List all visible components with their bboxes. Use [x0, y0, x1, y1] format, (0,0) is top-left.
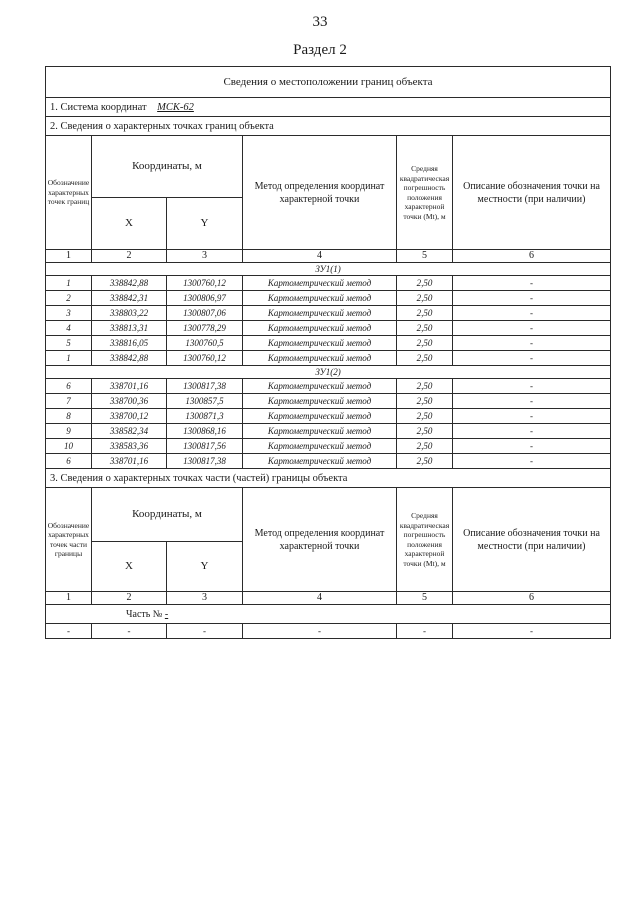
accuracy-cell: 2,50	[397, 409, 453, 424]
method-cell: Картометрический метод	[243, 276, 397, 291]
accuracy-cell: 2,50	[397, 439, 453, 454]
header-designation: Обозначение характерных точек границ	[46, 136, 92, 250]
coord-x-cell: 338816,05	[92, 336, 167, 351]
method-cell: Картометрический метод	[243, 424, 397, 439]
header-x: X	[92, 542, 167, 592]
table-row	[46, 424, 611, 439]
column-number: 1	[46, 592, 92, 605]
coord-y-cell: 1300760,5	[167, 336, 243, 351]
column-number: 3	[167, 592, 243, 605]
section-title: Раздел 2	[293, 42, 347, 58]
coord-y-cell: 1300817,56	[167, 439, 243, 454]
header-coordinates: Координаты, м	[92, 136, 243, 198]
method-cell: Картометрический метод	[243, 306, 397, 321]
description-cell: -	[453, 336, 611, 351]
header-y: Y	[167, 198, 243, 250]
header-method: Метод определения координат характерной точки	[243, 488, 397, 592]
description-cell: -	[453, 351, 611, 366]
column-number: 5	[397, 592, 453, 605]
coord-y-cell: 1300760,12	[167, 351, 243, 366]
contour-label: ЗУ1(1)	[46, 263, 611, 276]
table-row	[46, 351, 611, 366]
boundary-table	[45, 66, 611, 639]
accuracy-cell: 2,50	[397, 336, 453, 351]
column-number: 6	[453, 250, 611, 263]
point-id-cell: 6	[46, 454, 92, 469]
header-accuracy: Средняя квадратическая погрешность положения характерной точки (Mt), м	[397, 136, 453, 250]
point-id-cell: 10	[46, 439, 92, 454]
header-accuracy: Средняя квадратическая погрешность положения характерной точки (Mt), м	[397, 488, 453, 592]
column-number: 5	[397, 250, 453, 263]
description-cell: -	[453, 409, 611, 424]
coord-y-cell: 1300817,38	[167, 379, 243, 394]
accuracy-cell: 2,50	[397, 454, 453, 469]
description-cell: -	[453, 394, 611, 409]
column-number: 2	[92, 592, 167, 605]
contour-label: ЗУ1(2)	[46, 366, 611, 379]
method-cell: Картометрический метод	[243, 351, 397, 366]
method-cell: Картометрический метод	[243, 454, 397, 469]
coord-x-cell: 338842,88	[92, 276, 167, 291]
table-row	[46, 276, 611, 291]
method-cell: Картометрический метод	[243, 409, 397, 424]
table-row	[46, 291, 611, 306]
accuracy-cell: 2,50	[397, 394, 453, 409]
coord-system-row	[46, 98, 611, 117]
header-designation-part: Обозначение характерных точек части границы	[46, 488, 92, 592]
header-y: Y	[167, 542, 243, 592]
method-cell: Картометрический метод	[243, 321, 397, 336]
table-row	[46, 306, 611, 321]
point-id-cell: 1	[46, 276, 92, 291]
header-coordinates: Координаты, м	[92, 488, 243, 542]
accuracy-cell: 2,50	[397, 424, 453, 439]
table-row	[46, 379, 611, 394]
coord-y-cell: 1300760,12	[167, 276, 243, 291]
accuracy-cell: 2,50	[397, 379, 453, 394]
column-number: 4	[243, 592, 397, 605]
table-row	[46, 336, 611, 351]
coord-system-label: 1. Система координат	[50, 101, 147, 113]
column-numbers-row	[46, 592, 611, 605]
column-number: 6	[453, 592, 611, 605]
point-id-cell: 5	[46, 336, 92, 351]
column-number: 3	[167, 250, 243, 263]
points-body	[46, 263, 611, 469]
description-cell: -	[453, 321, 611, 336]
accuracy-cell: 2,50	[397, 276, 453, 291]
coord-x-cell: 338701,16	[92, 379, 167, 394]
empty-cell: -	[46, 624, 92, 639]
accuracy-cell: 2,50	[397, 321, 453, 336]
method-cell: Картометрический метод	[243, 336, 397, 351]
contour-label-row	[46, 263, 611, 276]
description-cell: -	[453, 291, 611, 306]
empty-cell: -	[453, 624, 611, 639]
point-id-cell: 8	[46, 409, 92, 424]
table-row	[46, 409, 611, 424]
description-cell: -	[453, 424, 611, 439]
point-id-cell: 6	[46, 379, 92, 394]
coord-y-cell: 1300807,06	[167, 306, 243, 321]
accuracy-cell: 2,50	[397, 351, 453, 366]
point-id-cell: 7	[46, 394, 92, 409]
column-number: 4	[243, 250, 397, 263]
coord-y-cell: 1300806,97	[167, 291, 243, 306]
coord-y-cell: 1300778,29	[167, 321, 243, 336]
method-cell: Картометрический метод	[243, 439, 397, 454]
accuracy-cell: 2,50	[397, 291, 453, 306]
coord-x-cell: 338701,16	[92, 454, 167, 469]
method-cell: Картометрический метод	[243, 394, 397, 409]
description-cell: -	[453, 439, 611, 454]
description-cell: -	[453, 379, 611, 394]
empty-cell: -	[243, 624, 397, 639]
coord-x-cell: 338842,88	[92, 351, 167, 366]
coord-x-cell: 338700,36	[92, 394, 167, 409]
empty-cell: -	[397, 624, 453, 639]
point-id-cell: 1	[46, 351, 92, 366]
coord-y-cell: 1300817,38	[167, 454, 243, 469]
point-id-cell: 9	[46, 424, 92, 439]
header-description: Описание обозначения точки на местности (при наличии)	[453, 136, 611, 250]
table-row	[46, 394, 611, 409]
table-row	[46, 439, 611, 454]
point-id-cell: 2	[46, 291, 92, 306]
table-row	[46, 321, 611, 336]
header-description: Описание обозначения точки на местности (при наличии)	[453, 488, 611, 592]
empty-cell: -	[167, 624, 243, 639]
part-label: Часть №	[126, 608, 163, 620]
part-number-row	[46, 605, 611, 624]
description-cell: -	[453, 276, 611, 291]
method-cell: Картометрический метод	[243, 291, 397, 306]
coord-x-cell: 338813,31	[92, 321, 167, 336]
coord-x-cell: 338700,12	[92, 409, 167, 424]
coord-x-cell: 338583,36	[92, 439, 167, 454]
point-id-cell: 4	[46, 321, 92, 336]
coord-system-value: МСК-62	[157, 101, 194, 113]
section-3-title: 3. Сведения о характерных точках части (частей) границы объекта	[46, 469, 611, 488]
column-number: 2	[92, 250, 167, 263]
contour-label-row	[46, 366, 611, 379]
header-method: Метод определения координат характерной точки	[243, 136, 397, 250]
page-number: 33	[312, 14, 328, 30]
coord-x-cell: 338582,34	[92, 424, 167, 439]
accuracy-cell: 2,50	[397, 306, 453, 321]
section-2-title: 2. Сведения о характерных точках границ объекта	[46, 117, 611, 136]
table-row	[46, 454, 611, 469]
part-empty-row	[46, 624, 611, 639]
point-id-cell: 3	[46, 306, 92, 321]
coord-x-cell: 338842,31	[92, 291, 167, 306]
method-cell: Картометрический метод	[243, 379, 397, 394]
coord-y-cell: 1300868,16	[167, 424, 243, 439]
column-numbers-row	[46, 250, 611, 263]
empty-cell: -	[92, 624, 167, 639]
header-x: X	[92, 198, 167, 250]
column-number: 1	[46, 250, 92, 263]
coord-x-cell: 338803,22	[92, 306, 167, 321]
part-value: -	[164, 608, 169, 620]
coord-y-cell: 1300857,5	[167, 394, 243, 409]
table-title: Сведения о местоположении границ объекта	[46, 67, 611, 98]
coord-y-cell: 1300871,3	[167, 409, 243, 424]
description-cell: -	[453, 306, 611, 321]
description-cell: -	[453, 454, 611, 469]
